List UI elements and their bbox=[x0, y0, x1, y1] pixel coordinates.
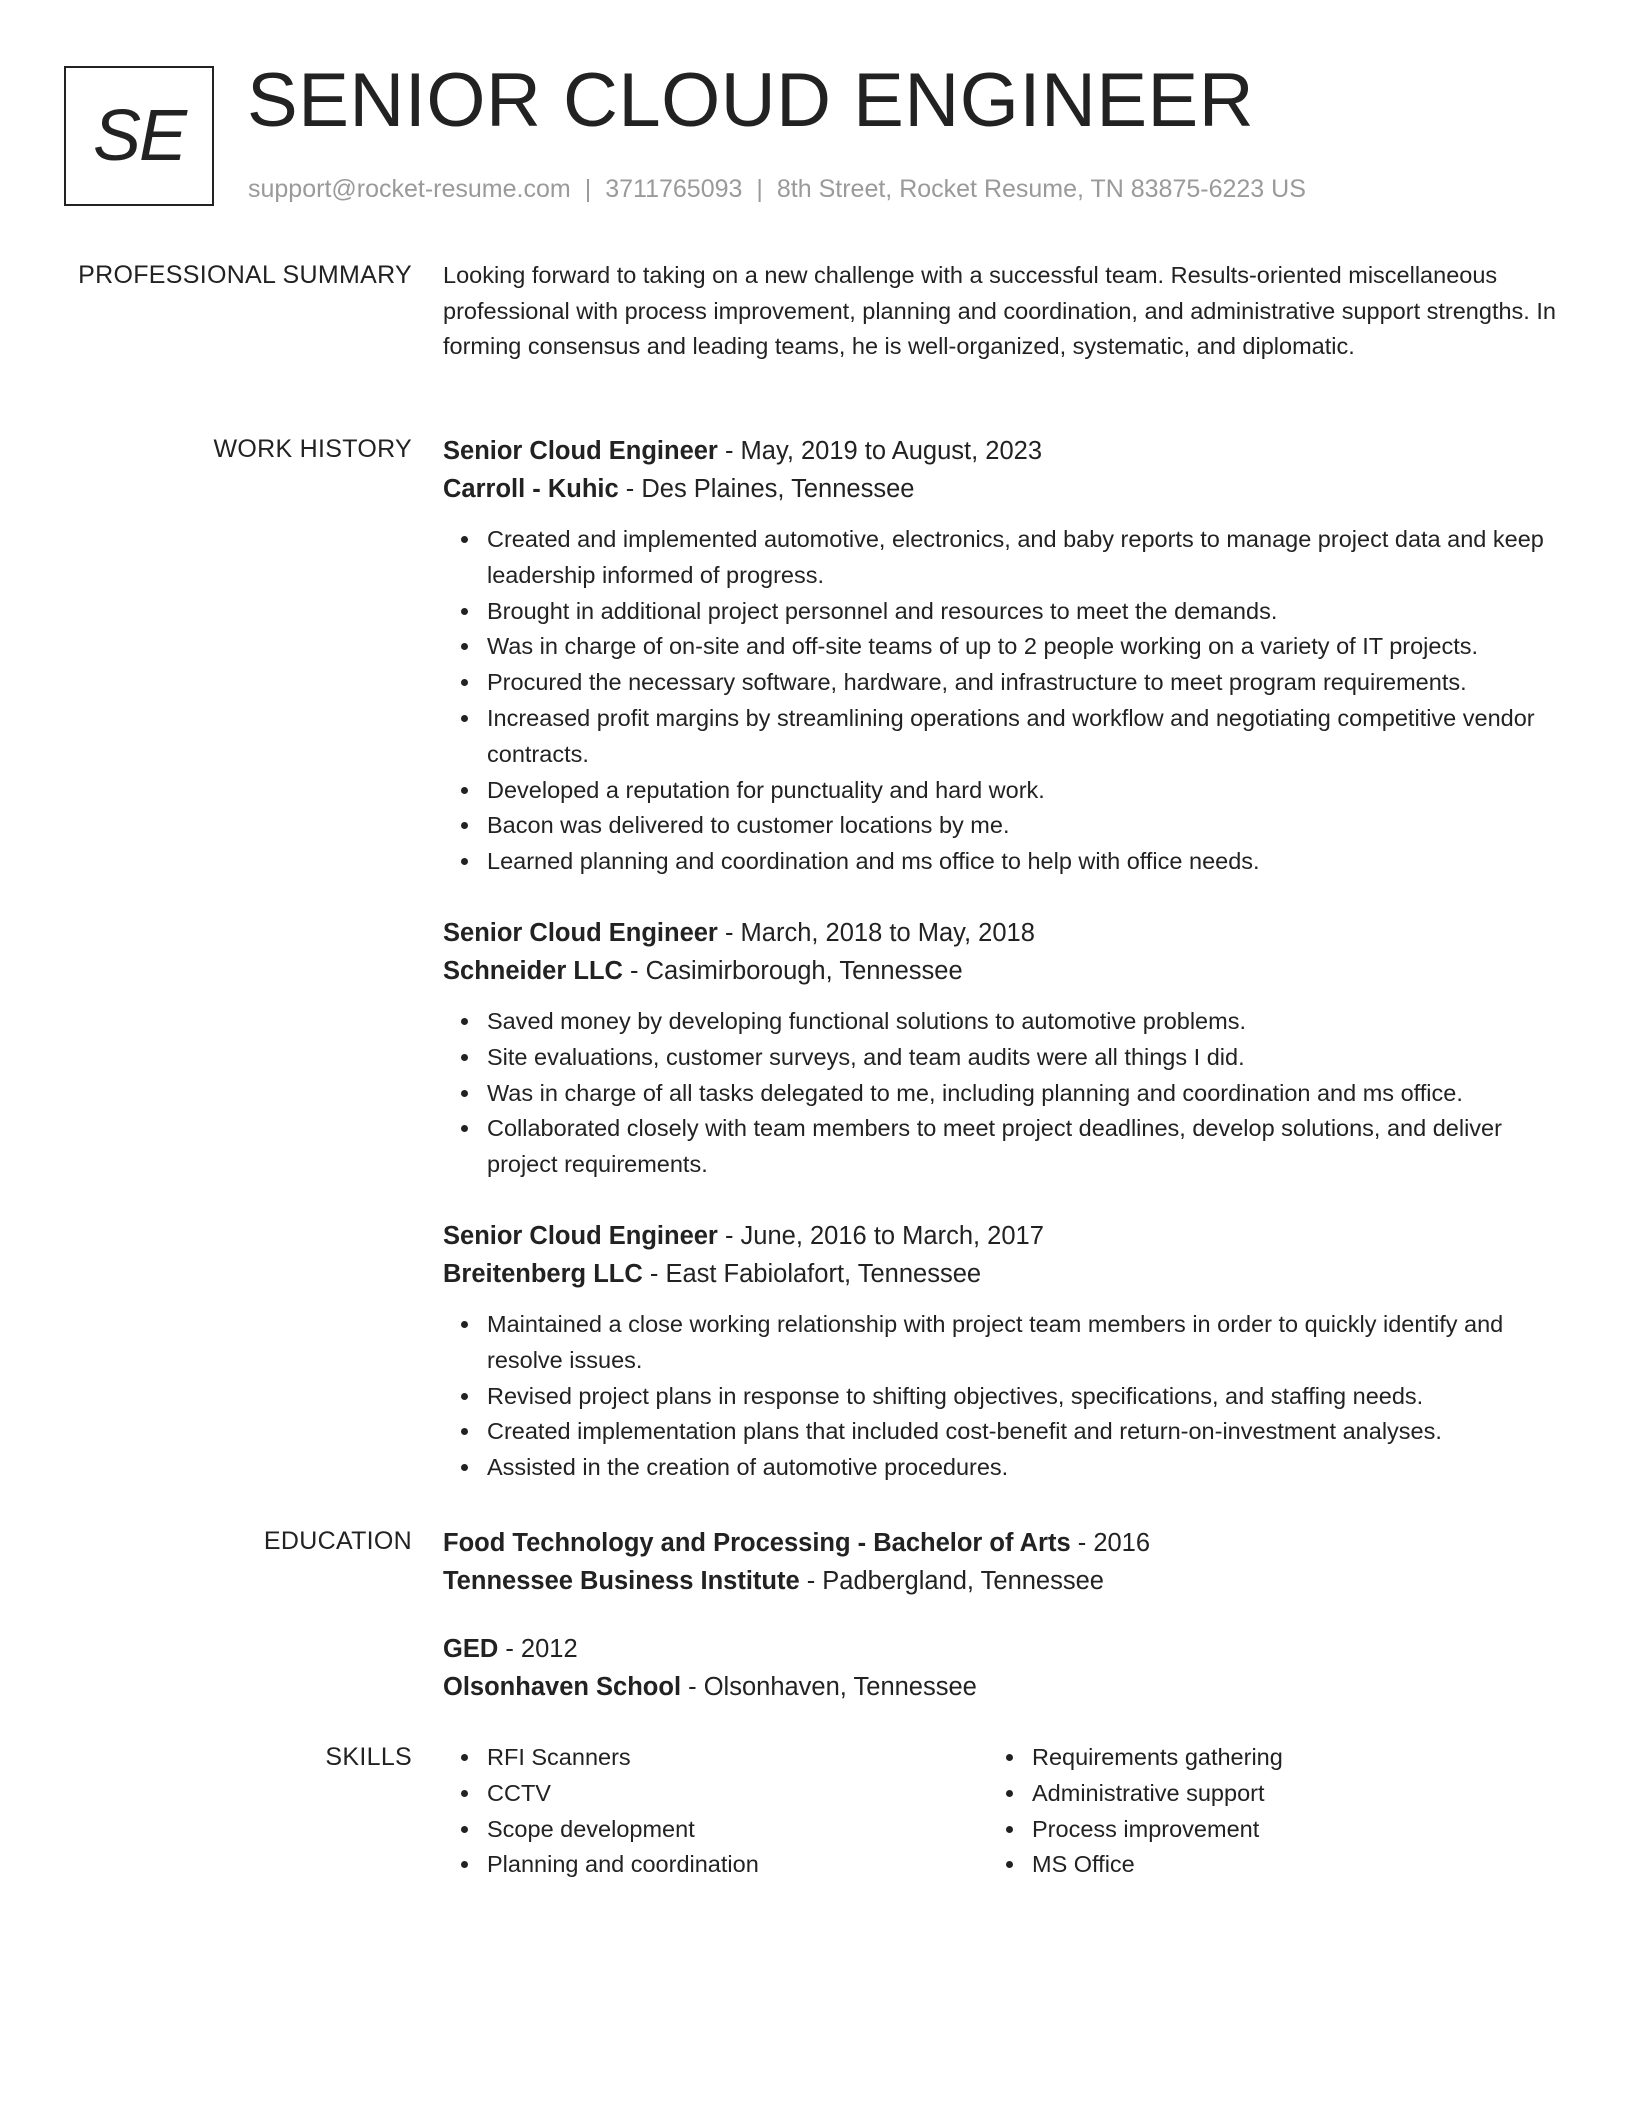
section-label-summary: PROFESSIONAL SUMMARY bbox=[78, 261, 412, 289]
skill-item: RFI Scanners bbox=[487, 1740, 988, 1776]
job-bullet: Assisted in the creation of automotive procedures. bbox=[487, 1450, 1558, 1486]
education-degree-line bbox=[443, 1524, 1558, 1562]
contact-email: support@rocket-resume.com bbox=[248, 175, 571, 203]
job-company: Breitenberg LLC bbox=[443, 1259, 643, 1288]
job-title: Senior Cloud Engineer bbox=[443, 918, 718, 947]
job-dates: - June, 2016 to March, 2017 bbox=[717, 1221, 1044, 1250]
education-school-line bbox=[443, 1668, 1558, 1706]
section-label-work-history: WORK HISTORY bbox=[213, 435, 412, 463]
education-school-line bbox=[443, 1562, 1558, 1600]
job-location: - Casimirborough, Tennessee bbox=[622, 956, 963, 985]
job-location: - Des Plaines, Tennessee bbox=[618, 475, 915, 503]
skills-column-right bbox=[988, 1740, 1533, 1883]
job-company-line bbox=[443, 1255, 1558, 1293]
skill-item: Requirements gathering bbox=[1032, 1740, 1533, 1776]
job-title-line bbox=[443, 432, 1558, 470]
job-dates: - May, 2019 to August, 2023 bbox=[717, 437, 1043, 465]
work-history-body bbox=[443, 432, 1558, 1520]
skill-item: Process improvement bbox=[1032, 1812, 1533, 1848]
job-bullet: Site evaluations, customer surveys, and team audits were all things I did. bbox=[487, 1040, 1558, 1076]
education-year: - 2012 bbox=[498, 1635, 578, 1663]
job-bullet: Bacon was delivered to customer locations by me. bbox=[487, 808, 1558, 844]
summary-text: Looking forward to taking on a new challenge with a successful team. Results-oriented miscellaneous professional with process improvement, planning and coordination, and administrative support strengths. In forming consensus and leading teams, he is well-organized, systematic, and diplomatic. bbox=[443, 262, 1556, 360]
job-bullet: Was in charge of all tasks delegated to me, including planning and coordination and ms office. bbox=[487, 1076, 1558, 1112]
contact-line bbox=[248, 172, 1306, 206]
job-dates: - March, 2018 to May, 2018 bbox=[717, 918, 1035, 947]
education-year: - 2016 bbox=[1070, 1529, 1151, 1557]
job-bullet: Learned planning and coordination and ms office to help with office needs. bbox=[487, 844, 1558, 880]
education-degree-line bbox=[443, 1630, 1558, 1668]
job-bullet: Created implementation plans that included cost-benefit and return-on-investment analyses. bbox=[487, 1414, 1558, 1450]
job-bullet: Procured the necessary software, hardware, and infrastructure to meet program requirements. bbox=[487, 665, 1558, 701]
job-title: Senior Cloud Engineer bbox=[443, 437, 718, 465]
job-company-line bbox=[443, 952, 1558, 990]
job-company-line bbox=[443, 470, 1558, 508]
job-bullets bbox=[443, 522, 1558, 880]
job-title-line bbox=[443, 1217, 1558, 1255]
skills-column-left bbox=[443, 1740, 988, 1883]
job-entry bbox=[443, 914, 1558, 1183]
skill-item: Administrative support bbox=[1032, 1776, 1533, 1812]
education-degree: Food Technology and Processing - Bachelor of Arts bbox=[443, 1529, 1071, 1557]
resume-title: SENIOR CLOUD ENGINEER bbox=[247, 58, 1255, 143]
job-company: Carroll - Kuhic bbox=[443, 475, 619, 503]
monogram-logo: SE bbox=[64, 66, 214, 206]
job-company: Schneider LLC bbox=[443, 956, 623, 985]
skills-grid bbox=[443, 1740, 1558, 1883]
education-location: - Olsonhaven, Tennessee bbox=[681, 1673, 977, 1701]
skills-body bbox=[443, 1740, 1558, 1883]
job-bullet: Was in charge of on-site and off-site teams of up to 2 people working on a variety of IT projects. bbox=[487, 629, 1558, 665]
skill-item: Planning and coordination bbox=[487, 1847, 988, 1883]
education-degree: GED bbox=[443, 1635, 499, 1663]
skills-list bbox=[988, 1740, 1533, 1883]
skills-list bbox=[443, 1740, 988, 1883]
skill-item: CCTV bbox=[487, 1776, 988, 1812]
education-body bbox=[443, 1524, 1558, 1736]
job-entry bbox=[443, 432, 1558, 880]
skill-item: Scope development bbox=[487, 1812, 988, 1848]
job-bullet: Developed a reputation for punctuality and hard work. bbox=[487, 773, 1558, 809]
skill-item: MS Office bbox=[1032, 1847, 1533, 1883]
contact-phone: 3711765093 bbox=[605, 175, 743, 203]
job-bullet: Collaborated closely with team members to meet project deadlines, develop solutions, and deliver project requirements. bbox=[487, 1111, 1558, 1183]
contact-separator: | bbox=[756, 175, 763, 203]
education-entry bbox=[443, 1630, 1558, 1706]
job-bullets bbox=[443, 1004, 1558, 1183]
job-location: - East Fabiolafort, Tennessee bbox=[642, 1259, 982, 1288]
job-bullet: Maintained a close working relationship with project team members in order to quickly identify and resolve issues. bbox=[487, 1307, 1558, 1379]
section-label-education: EDUCATION bbox=[263, 1527, 412, 1555]
job-bullets bbox=[443, 1307, 1558, 1486]
education-location: - Padbergland, Tennessee bbox=[799, 1567, 1104, 1595]
job-entry bbox=[443, 1217, 1558, 1486]
education-school: Tennessee Business Institute bbox=[443, 1567, 800, 1595]
education-school: Olsonhaven School bbox=[443, 1673, 682, 1701]
summary-body bbox=[443, 258, 1558, 365]
job-title-line bbox=[443, 914, 1558, 952]
job-bullet: Revised project plans in response to shifting objectives, specifications, and staffing needs. bbox=[487, 1379, 1558, 1415]
job-bullet: Increased profit margins by streamlining operations and workflow and negotiating competitive vendor contracts. bbox=[487, 701, 1558, 773]
contact-address: 8th Street, Rocket Resume, TN 83875-6223 US bbox=[776, 175, 1306, 203]
job-title: Senior Cloud Engineer bbox=[443, 1221, 718, 1250]
job-bullet: Brought in additional project personnel and resources to meet the demands. bbox=[487, 594, 1558, 630]
section-label-skills: SKILLS bbox=[325, 1743, 412, 1771]
job-bullet: Created and implemented automotive, electronics, and baby reports to manage project data and keep leadership informed of progress. bbox=[487, 522, 1558, 594]
education-entry bbox=[443, 1524, 1558, 1600]
job-bullet: Saved money by developing functional solutions to automotive problems. bbox=[487, 1004, 1558, 1040]
contact-separator: | bbox=[584, 175, 592, 203]
